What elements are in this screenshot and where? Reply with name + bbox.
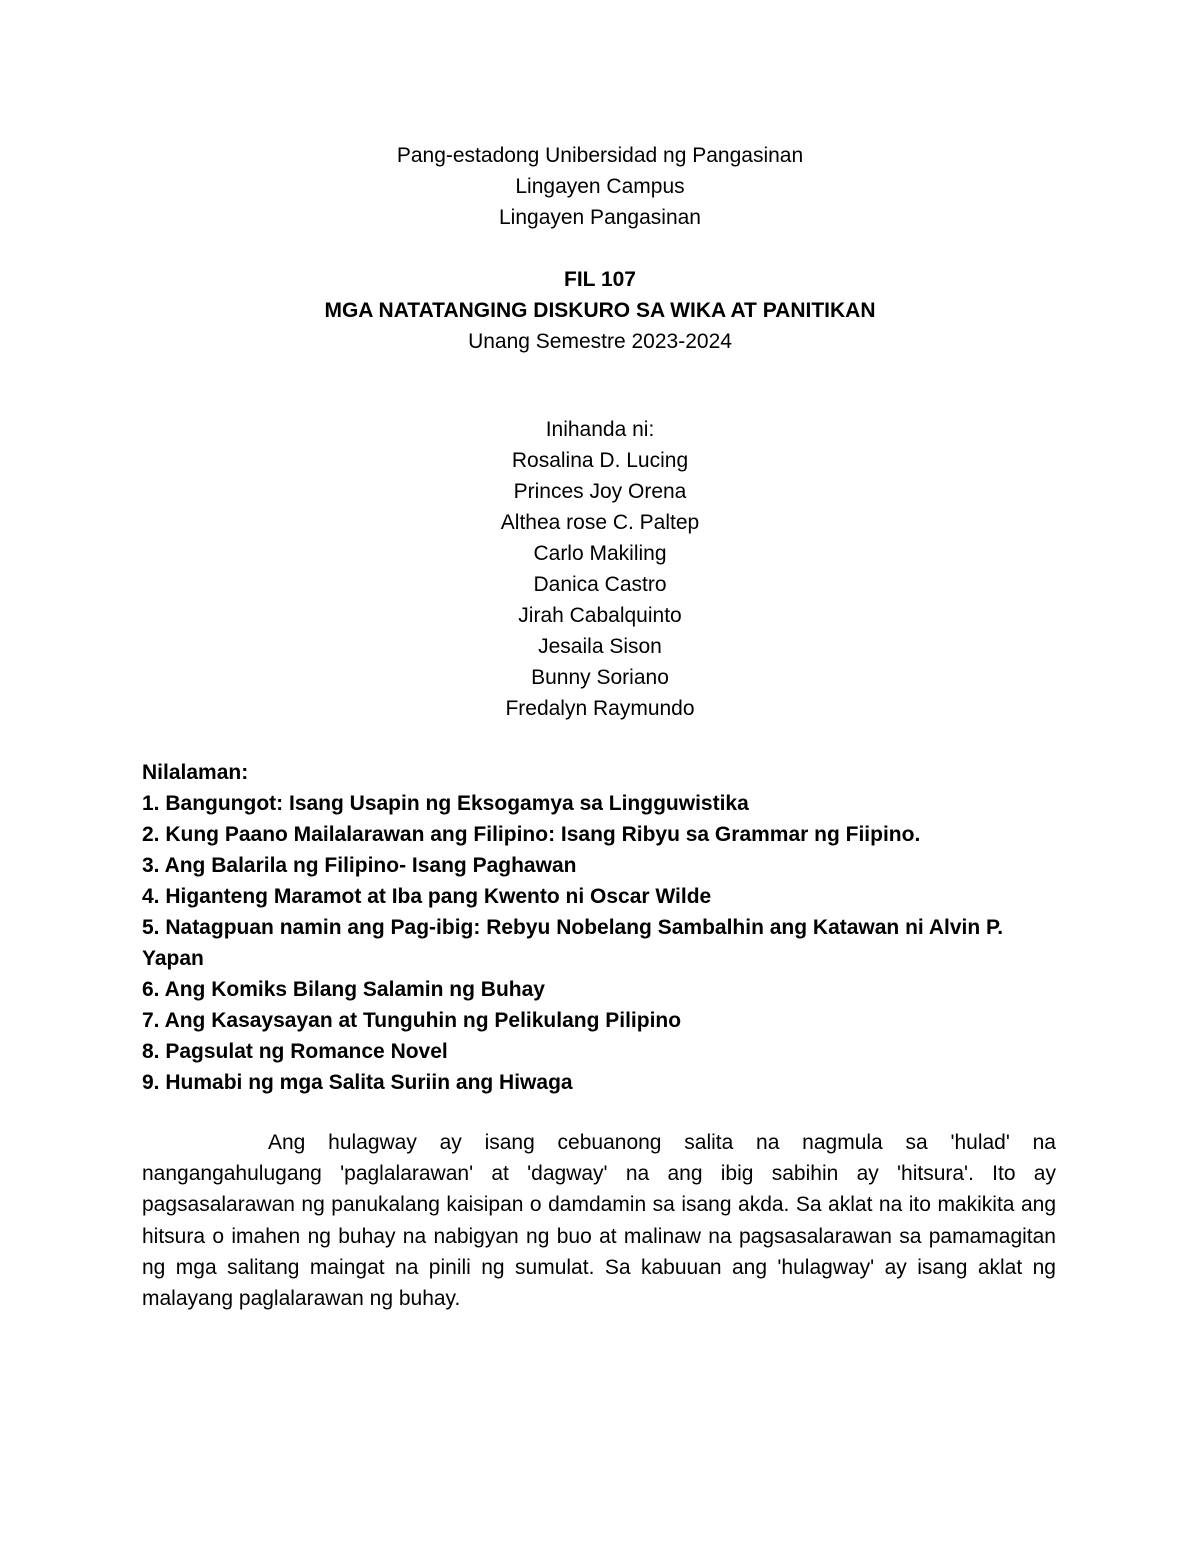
contents-item: 5. Natagpuan namin ang Pag-ibig: Rebyu Nobelang Sambalhin ang Katawan ni Alvin P. Yapan [142, 916, 1004, 970]
campus-name: Lingayen Campus [515, 175, 685, 198]
course-code: FIL 107 [564, 268, 636, 291]
institution-header [0, 140, 1200, 233]
author-name: Carlo Makiling [533, 542, 667, 565]
prepared-by-label: Inihanda ni: [545, 418, 655, 441]
contents-item: 2. Kung Paano Mailalarawan ang Filipino: Isang Ribyu sa Grammar ng Fiipino. [142, 823, 921, 846]
author-name: Rosalina D. Lucing [511, 449, 689, 472]
course-title: MGA NATATANGING DISKURO SA WIKA AT PANITIKAN [324, 299, 876, 322]
contents-heading: Nilalaman: [142, 761, 249, 784]
contents-item: 4. Higanteng Maramot at Iba pang Kwento ni Oscar Wilde [142, 885, 712, 908]
author-name: Bunny Soriano [531, 666, 669, 689]
institution-name: Pang-estadong Unibersidad ng Pangasinan [396, 144, 804, 167]
author-name: Fredalyn Raymundo [505, 697, 695, 720]
author-name: Jesaila Sison [538, 635, 662, 658]
prepared-by-section [0, 414, 1200, 724]
course-header [0, 264, 1200, 357]
author-name: Althea rose C. Paltep [500, 511, 700, 534]
contents-item: 7. Ang Kasaysayan at Tunguhin ng Pelikulang Pilipino [142, 1009, 682, 1032]
campus-location: Lingayen Pangasinan [498, 206, 701, 229]
semester: Unang Semestre 2023-2024 [468, 330, 732, 353]
contents-item: 8. Pagsulat ng Romance Novel [142, 1040, 448, 1063]
author-name: Jirah Cabalquinto [518, 604, 682, 627]
contents-item: 3. Ang Balarila ng Filipino- Isang Paghawan [142, 854, 577, 877]
author-name: Danica Castro [533, 573, 667, 596]
table-of-contents [142, 757, 1062, 1098]
author-name: Princes Joy Orena [513, 480, 687, 503]
body-paragraph: Ang hulagway ay isang cebuanong salita na nagmula sa 'hulad' na nangangahulugang 'paglalarawan' at 'dagway' na ang ibig sabihin ay 'hitsura'. Ito ay pagsasalarawan ng panukalang kaisipan o damdamin sa isang akda. Sa aklat na ito makikita ang hitsura o imahen ng buhay na nabigyan ng buo at malinaw na pagsasalarawan sa pamamagitan ng mga salitang maingat na pinili ng sumulat. Sa kabuuan ang 'hulagway' ay isang aklat ng malayang paglalarawan ng buhay. [142, 1131, 1056, 1311]
contents-item: 9. Humabi ng mga Salita Suriin ang Hiwaga [142, 1071, 573, 1094]
contents-item: 6. Ang Komiks Bilang Salamin ng Buhay [142, 978, 545, 1001]
contents-item: 1. Bangungot: Isang Usapin ng Eksogamya sa Lingguwistika [142, 792, 749, 815]
